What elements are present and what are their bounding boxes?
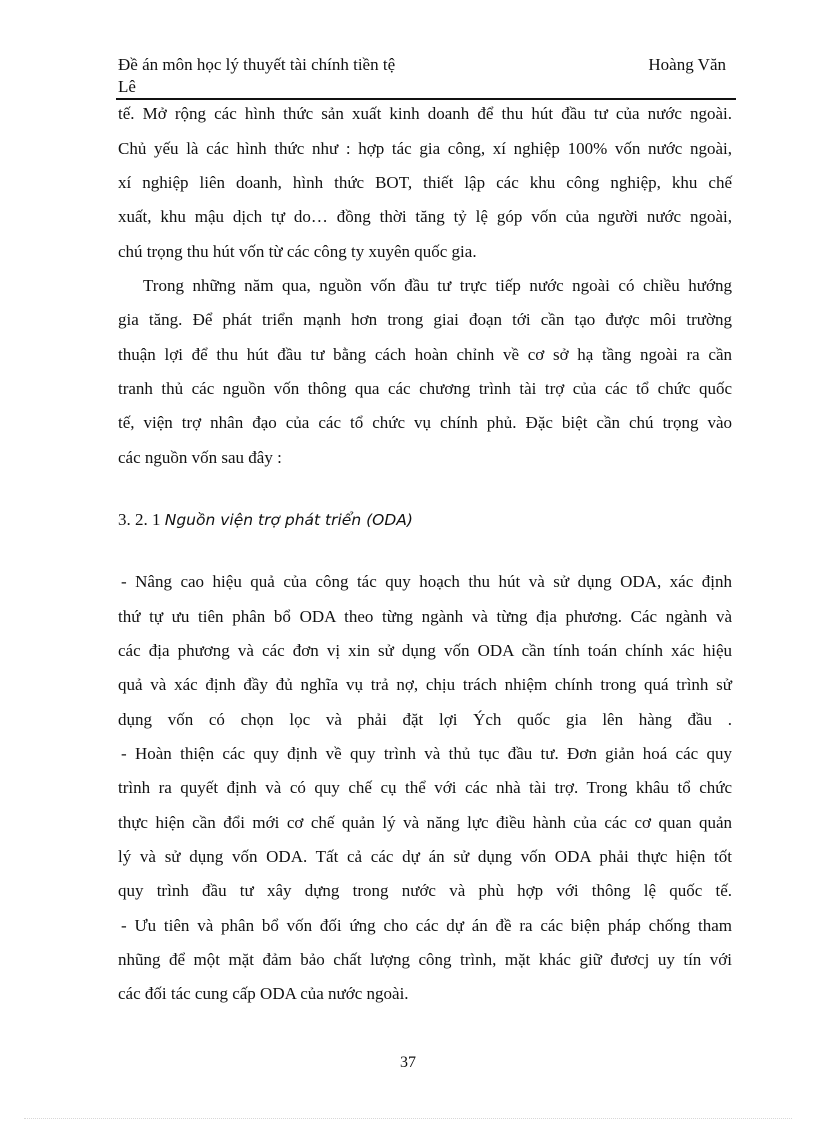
- header-divider: [116, 98, 736, 100]
- text-line: các nguồn vốn sau đây :: [118, 448, 282, 467]
- section-number: 3. 2. 1: [118, 510, 161, 529]
- text-line: thứ tự ưu tiên phân bổ ODA theo từng ngành và từng địa phương. Các ngành và: [118, 607, 732, 626]
- text-line: trình ra quyết định và có quy chế cụ thể với các nhà tài trợ. Trong khâu tổ chức: [118, 778, 732, 797]
- author-name: Hoàng Văn: [648, 55, 726, 74]
- text-line: chú trọng thu hút vốn từ các công ty xuyên quốc gia.: [118, 242, 477, 261]
- text-line: thực hiện cần đổi mới cơ chế quản lý và năng lực điều hành của các cơ quan quản: [118, 813, 732, 832]
- author-name-continued: Lê: [118, 77, 136, 96]
- text-line: tế, viện trợ nhân đạo của các tổ chức vụ chính phủ. Đặc biệt cần chú trọng vào: [118, 413, 732, 432]
- text-line: các đối tác cung cấp ODA của nước ngoài.: [118, 984, 409, 1003]
- text-line: tranh thủ các nguồn vốn thông qua các chương trình tài trợ của các tổ chức quốc: [118, 379, 732, 398]
- text-line: tế. Mở rộng các hình thức sản xuất kinh doanh để thu hút đầu tư của nước ngoài.: [118, 104, 732, 123]
- text-line: gia tăng. Để phát triển mạnh hơn trong giai đoạn tới cần tạo được môi trường: [118, 310, 732, 329]
- text-line: Trong những năm qua, nguồn vốn đầu tư trực tiếp nước ngoài có chiều hướng: [143, 276, 732, 295]
- section-title: Nguồn viện trợ phát triển (ODA): [164, 511, 413, 529]
- text-line: nhũng để một mặt đảm bảo chất lượng công trình, mặt khác giữ đươcj uy tín với: [118, 950, 732, 969]
- document-title: Đề án môn học lý thuyết tài chính tiền tệ: [118, 55, 396, 74]
- text-line: - Nâng cao hiệu quả của công tác quy hoạch thu hút và sử dụng ODA, xác định: [121, 572, 732, 591]
- text-line: - Ưu tiên và phân bổ vốn đối ứng cho các dự án đề ra các biện pháp chống tham: [121, 916, 732, 935]
- text-line: quả và xác định đầy đủ nghĩa vụ trả nợ, chịu trách nhiệm chính trong quá trình sử: [118, 675, 732, 694]
- text-line: dụng vốn có chọn lọc và phải đặt lợi Ých quốc gia lên hàng đầu .: [118, 710, 732, 729]
- text-line: các địa phương và các đơn vị xin sử dụng vốn ODA cần tính toán chính xác hiệu: [118, 641, 732, 660]
- text-line: xí nghiệp liên doanh, hình thức BOT, thiết lập các khu công nghiệp, khu chế: [118, 173, 732, 192]
- section-heading: [118, 509, 732, 531]
- text-line: thuận lợi để thu hút đầu tư bằng cách hoàn chỉnh về cơ sở hạ tầng ngoài ra cần: [118, 345, 732, 364]
- text-line: xuất, khu mậu dịch tự do… đồng thời tăng tỷ lệ góp vốn của người nước ngoài,: [118, 207, 732, 226]
- page-edge-divider: [24, 1118, 792, 1119]
- text-line: lý và sử dụng vốn ODA. Tất cả các dự án sử dụng vốn ODA phải thực hiện tốt: [118, 847, 732, 866]
- text-line: Chủ yếu là các hình thức như : hợp tác gia công, xí nghiệp 100% vốn nước ngoài,: [118, 139, 732, 158]
- text-line: quy trình đầu tư xây dựng trong nước và phù hợp với thông lệ quốc tế.: [118, 881, 732, 900]
- text-line: - Hoàn thiện các quy định về quy trình và thủ tục đầu tư. Đơn giản hoá các quy: [121, 744, 732, 763]
- page-number: 37: [400, 1054, 416, 1071]
